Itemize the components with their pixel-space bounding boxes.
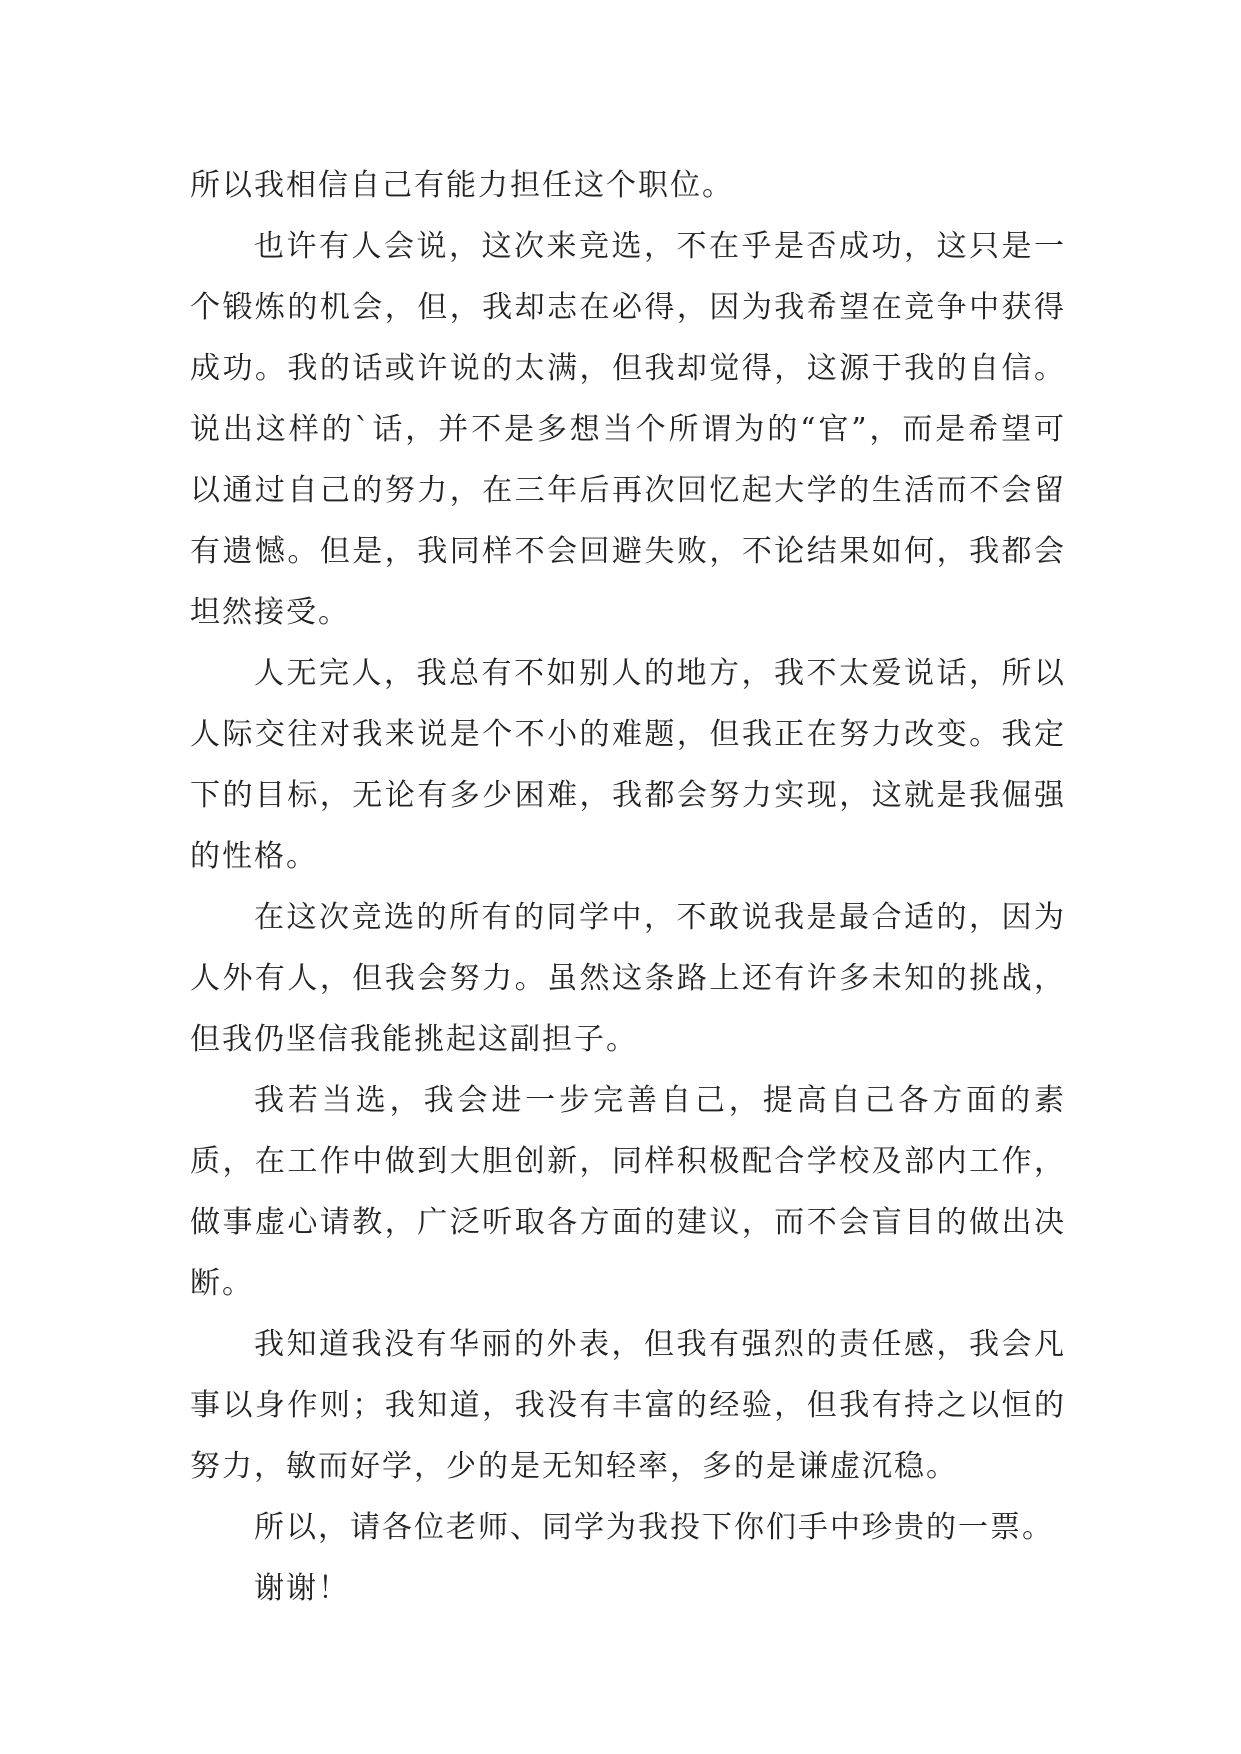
paragraph-personality: 人无完人，我总有不如别人的地方，我不太爱说话，所以人际交往对我来说是个不小的难题，但我正在努力改变。我定下的目标，无论有多少困难，我都会努力实现，这就是我倔强的性格。 (190, 656, 1066, 874)
document-body (190, 155, 1066, 1619)
paragraph-vote-request: 所以，请各位老师、同学为我投下你们手中珍贵的一票。 (254, 1510, 1054, 1545)
paragraph-competition: 在这次竞选的所有的同学中，不敢说我是最合适的，因为人外有人，但我会努力。虽然这条路上还有许多未知的挑战，但我仍坚信我能挑起这副担子。 (190, 900, 1066, 1057)
paragraph-continuation: 所以我相信自己有能力担任这个职位。 (190, 168, 734, 203)
paragraph-confidence: 也许有人会说，这次来竞选，不在乎是否成功，这只是一个锻炼的机会，但，我却志在必得，因为我希望在竞争中获得成功。我的话或许说的太满，但我却觉得，这源于我的自信。说出这样的`话，并不是多想当个所谓为的“官”，而是希望可以通过自己的努力，在三年后再次回忆起大学的生活而不会留有遗憾。但是，我同样不会回避失败，不论结果如何，我都会坦然接受。 (190, 229, 1066, 630)
paragraph-qualities: 我知道我没有华丽的外表，但我有强烈的责任感，我会凡事以身作则；我知道，我没有丰富的经验，但我有持之以恒的努力，敏而好学，少的是无知轻率，多的是谦虚沉稳。 (190, 1327, 1066, 1484)
paragraph-plans: 我若当选，我会进一步完善自己，提高自己各方面的素质，在工作中做到大胆创新，同样积极配合学校及部内工作，做事虚心请教，广泛听取各方面的建议，而不会盲目的做出决断。 (190, 1083, 1066, 1301)
paragraph-thanks: 谢谢！ (254, 1571, 350, 1606)
